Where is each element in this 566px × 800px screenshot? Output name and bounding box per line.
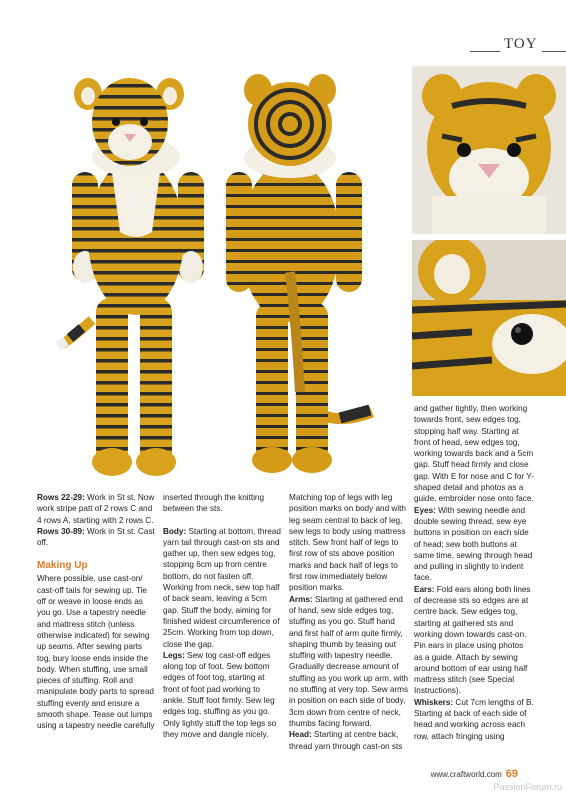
intro-paragraph: inserted through the knitting between the sts. (163, 493, 265, 514)
eyes-text: With sewing needle and double sewing thread, sew eye buttons in position on each side of head; sew both buttons at same time, sewing through head and pulling in slightly to indent face. (414, 505, 533, 583)
legs-cont-paragraph: Matching top of legs with leg position marks on body and with leg seam central to back of leg, sew legs to body using mattress stitch. Sew front half of legs to first row of sts above position marks and back half of legs to first row immediately below position marks. (289, 493, 406, 593)
body-label: Body: (163, 526, 187, 536)
text-column-3 (289, 492, 409, 752)
text-column-4 (414, 403, 534, 742)
rows-22-29-label: Rows 22-29: (37, 493, 85, 502)
head-cont-paragraph: and gather tightly, then working towards front, sew edges tog, stopping half way. Starting at front of head, sew edges tog, working towards back and a 5cm gap. Stuff head firmly and close gap. With E for nose and C for Y-shaped detail and photos as a guide, embroider nose onto face. (414, 404, 534, 504)
rows-22-29-text: Work in St st. Now work stripe patt of 2 rows C and 4 rows A, starting with 2 rows C. (37, 493, 155, 525)
rows-30-89-label: Rows 30-89: (37, 526, 85, 536)
making-up-heading: Making Up (37, 560, 88, 572)
watermark: PassionForum.ru (493, 782, 562, 792)
rows-30-89-paragraph (37, 526, 157, 549)
legs-paragraph (163, 650, 283, 740)
rows-22-29-paragraph (37, 492, 157, 526)
head-label: Head: (289, 730, 312, 740)
text-column-2 (163, 492, 283, 740)
whiskers-text: Cut 7cm lengths of B. Starting at back of each side of head and working across each row, attach fringing using (414, 697, 534, 741)
section-tag (470, 36, 566, 58)
making-up-paragraph: Where possible, use cast-on/ cast-off tails for sewing up. Tie off or weave in loose ends as you go. Use a tapestry needle and mattress stitch (unless otherwise indicated) for sewing up seams. After sewing parts tog, bury loose ends inside the body. When stuffing, use small pieces of stuffing. Roll and manipulate body parts to spread stuffing evenly and ensure a smooth shape. Tease out lumps using a tapestry needle carefully (37, 574, 155, 731)
eyes-paragraph (414, 505, 534, 584)
body-text: Starting at bottom, thread yarn tail through cast-on sts and gather up, then sew edges tog, stopping 6cm up from centre bottom, do not fasten off. Working from neck, sew top half of back seam, leaving a 5cm gap. Stuff the body, aiming for finished widest circumference of 25cm. Working from top down, close the gap. (163, 526, 281, 649)
ears-paragraph (414, 584, 534, 697)
rows-30-89-text: Work in St st. Cast off. (37, 526, 155, 548)
eyes-label: Eyes: (414, 505, 436, 515)
tiger-eye-closeup (412, 240, 566, 396)
head-text: Starting at centre back, thread yarn through cast-on sts (289, 730, 403, 751)
tiger-toy-photo (0, 62, 405, 490)
text-column-1 (37, 492, 157, 732)
ears-text: Fold ears along both lines of decrease sts so edges are at centre back. Sew edges tog, starting at gathered sts and working down towards cast-on. Pin ears in place using photos as a guide. Attach by sewing around bottom of ear using half mattress stitch (see Special Instructions). (414, 584, 531, 696)
legs-text: Sew tog cast-off edges along top of foot. Sew bottom edges of foot tog, starting at front of foot pad working to ankle. Stuff foot firmly. Sew leg edges tog, stuffing as you go. Only lightly stuff the top legs so they move and dangle nicely. (163, 650, 277, 739)
ears-label: Ears: (414, 584, 435, 594)
page-footer (431, 768, 518, 780)
arms-text: Starting at gathered end of hand, sew side edges tog, stuffing as you go. Stuff hand and first half of arm quite firmly, shaping thumb by teasing out stuffing with tapestry needle. Gradually decrease amount of stuffing as you work up arm, with no stuffing at very top. Sew arms in position on each side of body, 3cm down from centre of neck, thumbs facing forward. (289, 594, 409, 728)
body-paragraph (163, 526, 283, 650)
tiger-back (226, 74, 372, 473)
tiger-front (58, 78, 204, 476)
whiskers-label: Whiskers: (414, 697, 454, 707)
whiskers-paragraph (414, 697, 534, 742)
section-label: TOY (500, 36, 542, 53)
tiger-face-closeup (412, 66, 566, 234)
arms-label: Arms: (289, 594, 313, 604)
footer-url[interactable]: www.craftworld.com (430, 770, 502, 779)
head-paragraph (289, 729, 409, 752)
legs-label: Legs: (163, 650, 185, 660)
arms-paragraph (289, 594, 409, 730)
detail-photos (412, 66, 566, 396)
page-number: 69 (505, 768, 518, 780)
